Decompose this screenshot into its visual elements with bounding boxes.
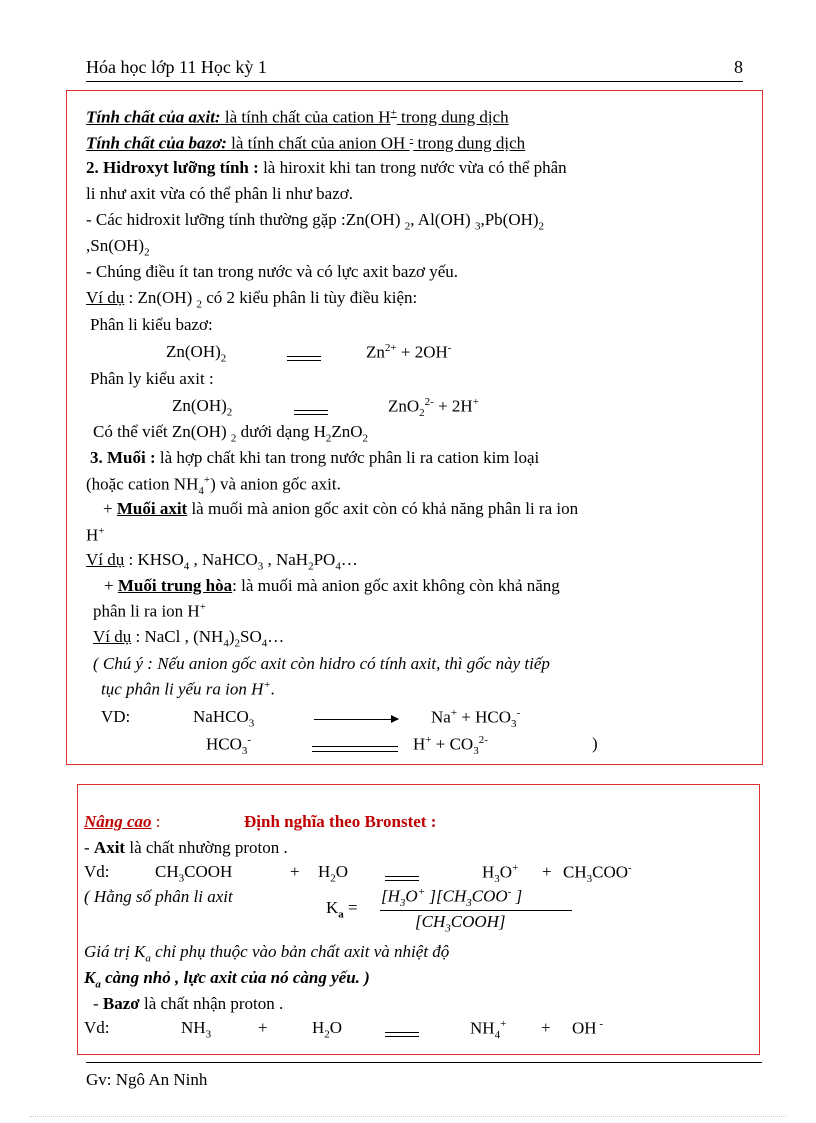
equilibrium-arrow-icon	[312, 738, 398, 758]
equation-1-right: $Zn^{2+} + 2OH^-$	[366, 342, 452, 362]
reaction-arrow-icon	[314, 709, 398, 729]
plus-sign: +	[258, 1018, 268, 1037]
vd1-right: $Na^+ + HCO_3^-$	[431, 707, 521, 731]
amphoteric-heading: 2. Hidroxyt lưỡng tính : là hiroxit khi tan trong nước vừa có thể phân	[86, 158, 567, 177]
neutral-salt-line: + Muối trung hòa: là muối mà anion gốc axit không còn khả năng	[104, 576, 560, 595]
base-property-label: Tính chất của bazơ:	[86, 133, 227, 153]
acid-definition: - Axit là chất nhường proton .	[84, 838, 288, 857]
acid-salt-example: Ví dụ : $KHSO_4$ , NaHCO$_3$ , $NaH_2PO_4\dots$	[86, 550, 358, 573]
example-zn-line: Ví dụ : Zn(OH) $_2$ có 2 kiểu phân li tùy điều kiện:	[86, 288, 418, 311]
acid-dissociation-label: Phân ly kiểu axit :	[90, 369, 214, 388]
acid-property-label: Tính chất của axit:	[86, 107, 221, 127]
ka-dependence: Giá trị $K_a$ chỉ phụ thuộc vào bản chất axit và nhiệt độ	[84, 942, 450, 965]
acid-salt-line: + Muối axit là muối mà anion gốc axit còn có khả năng phân li ra ion	[103, 499, 579, 518]
fraction-bar	[380, 910, 572, 911]
plus-sign: +	[541, 1018, 551, 1037]
neutral-salt-line-2: phân li ra ion H+	[93, 601, 206, 621]
page-number: 8	[734, 57, 743, 77]
base-reaction-vd: Vd:	[84, 1018, 110, 1037]
equation-2-left: $Zn(OH)_2$	[172, 396, 233, 419]
amphoteric-examples-2: $,Sn(OH)_2$	[86, 236, 150, 259]
vd2-right: $H^+ + CO_3^{2-}$	[413, 734, 488, 758]
acid-reaction-reactant-2: $H_2O$	[318, 862, 349, 885]
acid-reaction-reactant-1: $CH_3COOH$	[155, 862, 233, 885]
amphoteric-line-2: li như axit vừa có thể phân li như bazơ.	[86, 184, 354, 203]
salt-line-2: (hoặc cation $NH_4^+$) và anion gốc axit.	[86, 474, 341, 498]
amphoteric-examples: - Các hidroxit lưỡng tính thường gặp :Zn(OH) $_2$, Al(OH) $_3,Pb(OH)_2$	[86, 210, 545, 233]
author-name: Gv: Ngô An Ninh	[86, 1070, 208, 1089]
equation-2-right: ZnO$_2^{2-}$ + 2H+	[388, 396, 479, 420]
equilibrium-arrow-icon	[385, 868, 419, 888]
vd1-left: NaHCO$_3$	[193, 707, 255, 730]
equilibrium-arrow-icon	[287, 348, 321, 368]
closing-paren: )	[592, 734, 598, 753]
base-definition: - Bazơ là chất nhận proton .	[93, 994, 284, 1013]
salt-heading: 3. Muối : là hợp chất khi tan trong nước phân li ra cation kim loại	[90, 448, 540, 467]
base-reaction-product-2: OH -	[572, 1018, 603, 1038]
base-dissociation-label: Phân li kiểu bazơ:	[90, 315, 213, 334]
ka-strength-note: $K_a$ càng nhỏ , lực axit của nó càng yếu. )	[84, 968, 370, 991]
ka-symbol: $K_a$ =	[326, 898, 358, 921]
equation-1-left: $Zn(OH)_2$	[166, 342, 227, 365]
ka-numerator: [$H_3O^+$ ][$CH_3COO^-$ ]	[381, 886, 523, 910]
alt-formula-line: Có thể viết Zn(OH) $_2$ dưới dạng $H_2ZnO_2$	[93, 422, 369, 445]
amphoteric-note: - Chúng điều ít tan trong nước và có lực axit bazơ yếu.	[86, 262, 459, 281]
acid-reaction-product-1: $H_3O^+$	[482, 862, 519, 886]
base-reaction-product-1: $NH_4^+$	[470, 1018, 507, 1042]
plus-sign: +	[542, 862, 552, 881]
acid-reaction-vd: Vd:	[84, 862, 110, 881]
footer-rule	[86, 1062, 762, 1063]
vd-label: VD:	[101, 707, 131, 726]
acid-reaction-product-2: $CH_3COO^-$	[563, 862, 632, 886]
acid-property-line: Tính chất của axit: là tính chất của cation H+ trong dung dịch	[86, 107, 509, 127]
neutral-salt-example: Ví dụ : NaCl , $(NH_4)_2SO_4\dots$	[93, 627, 285, 650]
ka-denominator: $[CH_3COOH]$	[415, 912, 506, 935]
note-line-1: ( Chú ý : Nếu anion gốc axit còn hidro có tính axit, thì gốc này tiếp	[93, 654, 550, 673]
equilibrium-arrow-icon	[385, 1024, 419, 1044]
page-edge-divider	[30, 1116, 786, 1117]
page-header	[86, 57, 743, 82]
bronsted-heading: Định nghĩa theo Bronstet :	[244, 812, 437, 831]
base-reaction-reactant-1: $NH_3$	[181, 1018, 212, 1041]
vd2-left: $HCO_3^-$	[206, 734, 252, 758]
plus-sign: +	[290, 862, 300, 881]
acid-salt-line-2: H+	[86, 525, 105, 545]
note-line-2: tục phân li yếu ra ion H+.	[101, 679, 276, 699]
equilibrium-arrow-icon	[294, 402, 328, 422]
base-reaction-reactant-2: $H_2O$	[312, 1018, 343, 1041]
advanced-title: Nâng cao :	[84, 812, 161, 831]
ka-intro: ( Hằng số phân li axit	[84, 887, 233, 906]
base-property-line: Tính chất của bazơ: là tính chất của anion OH - trong dung dịch	[86, 133, 526, 153]
header-title: Hóa học lớp 11 Học kỳ 1	[86, 57, 267, 77]
